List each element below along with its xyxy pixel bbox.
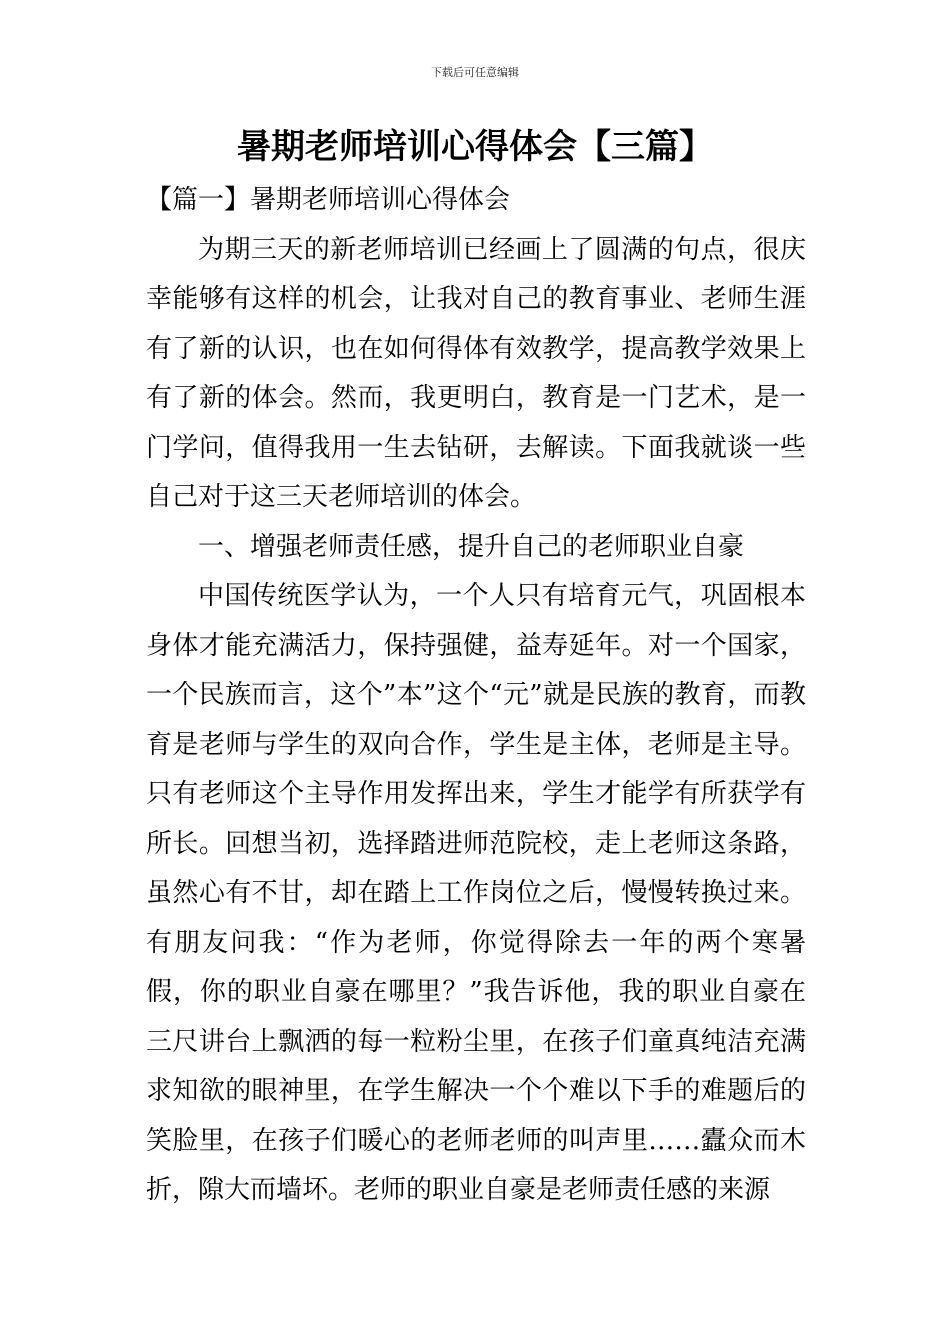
paragraph-body: 中国传统医学认为，一个人只有培育元气，巩固根本身体才能充满活力，保持强健，益寿延年。对一个国家，一个民族而言，这个”本”这个“元”就是民族的教育，而教育是老师与学生的双向合作，学生是主体，老师是主导。只有老师这个主导作用发挥出来，学生才能学有所获学有所长。回想当初，选择踏进师范院校，走上老师这条路，虽然心有不甘，却在踏上工作岗位之后，慢慢转换过来。有朋友问我：“作为老师，你觉得除去一年的两个寒暑假，你的职业自豪在哪里？”我告诉他，我的职业自豪在三尺讲台上飘洒的每一粒粉尘里，在孩子们童真纯洁充满求知欲的眼神里，在学生解决一个个难以下手的难题后的笑脸里，在孩子们暖心的老师老师的叫声里……蠹众而木折，隙大而墙坏。老师的职业自豪是老师责任感的来源: [146, 581, 806, 1205]
paragraph-intro: 为期三天的新老师培训已经画上了圆满的句点，很庆幸能够有这样的机会，让我对自己的教育事业、老师生涯有了新的认识，也在如何得体有效教学，提高教学效果上有了新的体会。然而，我更明白，教育是一门艺术，是一门学问，值得我用一生去钻研，去解读。下面我就谈一些自己对于这三天老师培训的体会。: [146, 234, 806, 512]
section-heading: 【篇一】暑期老师培训心得体会: [146, 185, 511, 215]
header-note: 下载后可任意编辑: [431, 66, 519, 79]
document-title: 暑期老师培训心得体会【三篇】: [237, 127, 713, 167]
paragraph-subheading: 一、增强老师责任感，提升自己的老师职业自豪: [198, 531, 745, 562]
document-body: [146, 176, 806, 1216]
